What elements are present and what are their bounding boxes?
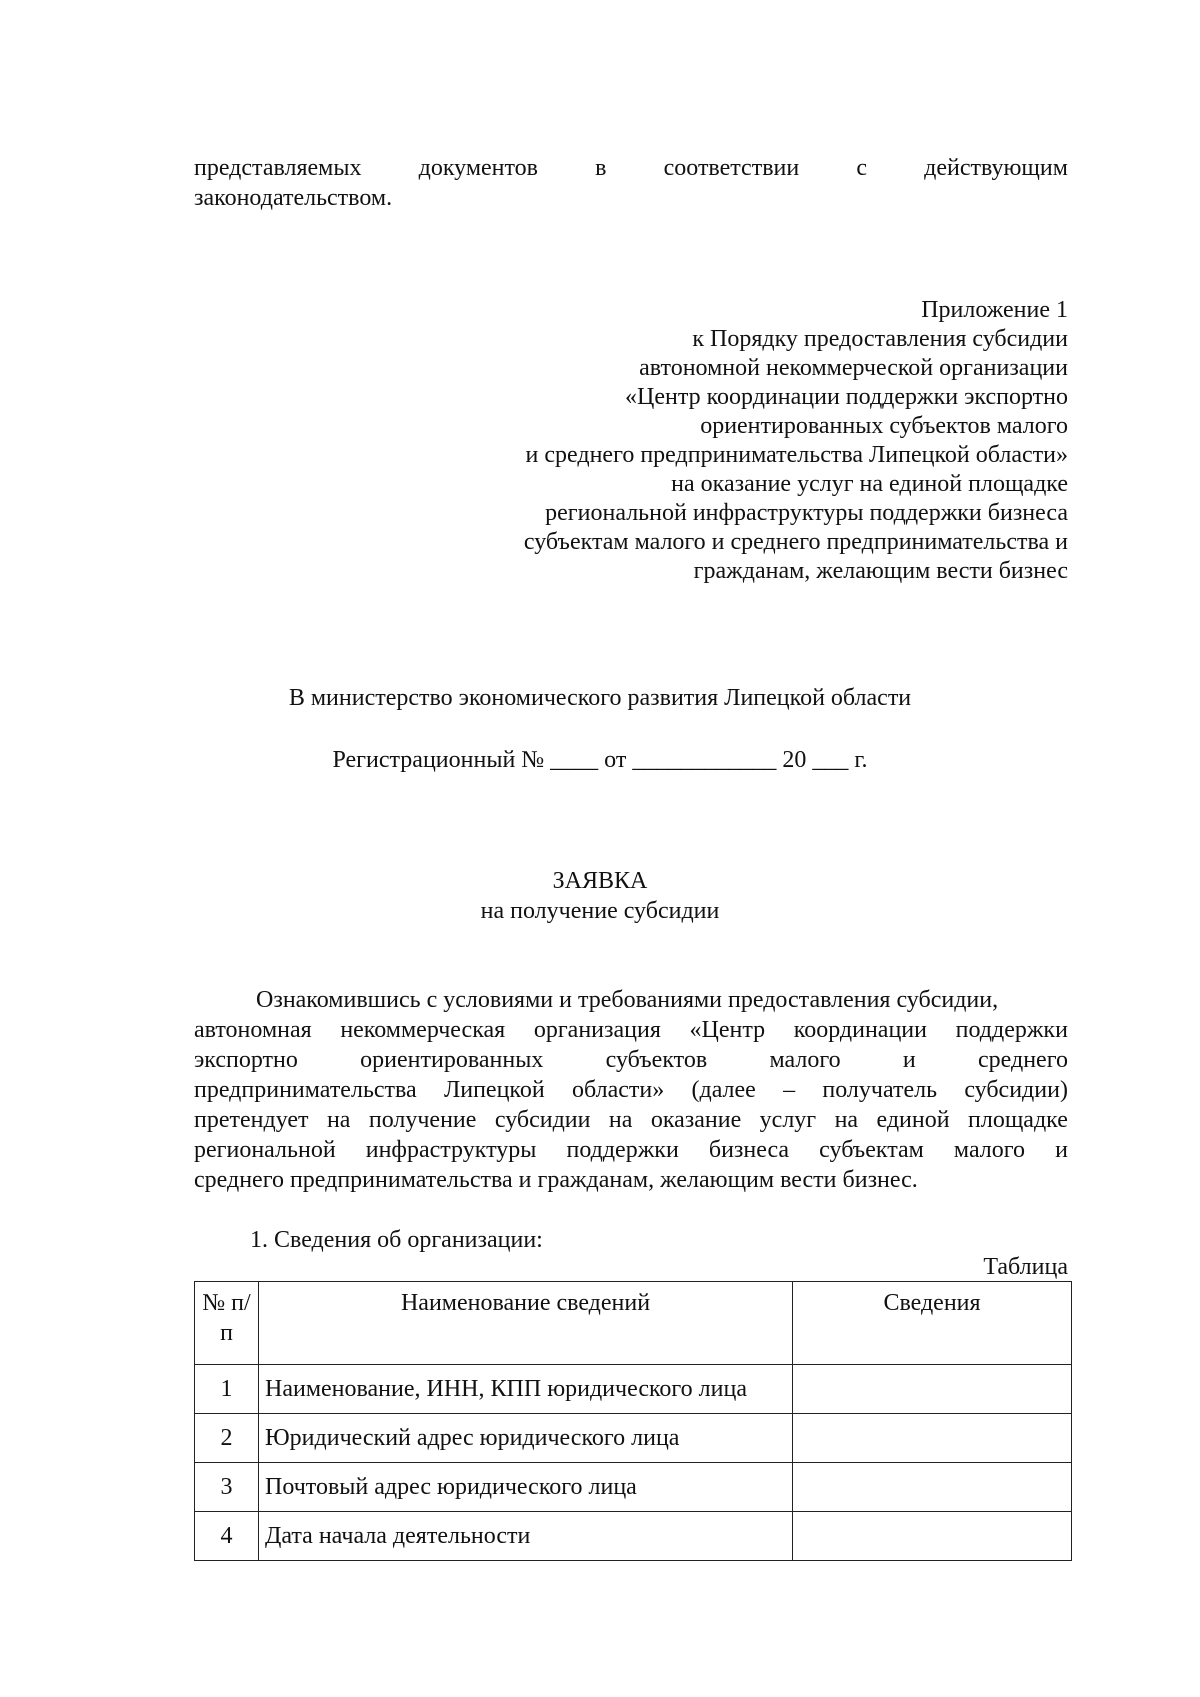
- row-value-cell[interactable]: [793, 1365, 1072, 1414]
- body-line-4: [194, 1075, 1068, 1105]
- body-word: на: [834, 1107, 859, 1133]
- appendix-line: к Порядку предоставления субсидии: [692, 326, 1068, 352]
- body-word: субсидии): [964, 1077, 1068, 1103]
- appendix-line: «Центр координации поддержки экспортно: [624, 384, 1068, 410]
- body-word: инфраструктуры: [365, 1137, 537, 1163]
- row-number: 4: [195, 1512, 259, 1561]
- intro-word: действующим: [924, 155, 1068, 181]
- table-caption: Таблица: [983, 1254, 1068, 1280]
- body-word: и: [1055, 1137, 1068, 1163]
- header-name: Наименование сведений: [259, 1282, 793, 1365]
- row-name: Дата начала деятельности: [259, 1512, 793, 1561]
- body-word: получение: [368, 1107, 477, 1133]
- body-line-1: [256, 985, 1068, 1015]
- body-line-2: [194, 1015, 1068, 1045]
- body-word: некоммерческая: [340, 1017, 506, 1043]
- body-word: ориентированных: [360, 1047, 544, 1073]
- body-word: единой: [876, 1107, 950, 1133]
- table-row: [195, 1365, 1072, 1414]
- row-number: 2: [195, 1414, 259, 1463]
- intro-word: документов: [418, 155, 539, 181]
- row-value-cell[interactable]: [793, 1414, 1072, 1463]
- appendix-line: и среднего предпринимательства Липецкой области»: [525, 442, 1068, 468]
- header-value: Сведения: [793, 1282, 1072, 1365]
- appendix-line: субъектам малого и среднего предпринимательства и: [523, 529, 1068, 555]
- body-word: оказание: [650, 1107, 742, 1133]
- body-word: (далее: [691, 1077, 756, 1103]
- body-line-7: [194, 1165, 1068, 1195]
- body-word: площадке: [968, 1107, 1068, 1133]
- table-header-row: [195, 1282, 1072, 1365]
- body-word: экспортно: [194, 1047, 298, 1073]
- body-word: Липецкой: [443, 1077, 545, 1103]
- body-word: на: [608, 1107, 633, 1133]
- body-word: автономная: [194, 1017, 312, 1043]
- appendix-line: региональной инфраструктуры поддержки бизнеса: [545, 500, 1068, 526]
- row-value-cell[interactable]: [793, 1463, 1072, 1512]
- body-word: поддержки: [566, 1137, 679, 1163]
- body-word: предпринимательства: [194, 1077, 417, 1103]
- body-word: области»: [571, 1077, 665, 1103]
- row-name: Наименование, ИНН, КПП юридического лица: [259, 1365, 793, 1414]
- body-word: получатель: [822, 1077, 938, 1103]
- row-name: Юридический адрес юридического лица: [259, 1414, 793, 1463]
- body-word: «Центр: [689, 1017, 766, 1043]
- body-word: –: [783, 1077, 796, 1103]
- header-number: № п/п: [195, 1282, 259, 1365]
- organization-info-table: [194, 1281, 1072, 1561]
- intro-line-1: [194, 153, 1068, 183]
- body-text: Ознакомившись с условиями и требованиями предоставления субсидии,: [256, 987, 999, 1013]
- body-word: организация: [533, 1017, 661, 1043]
- row-number: 1: [195, 1365, 259, 1414]
- table-row: [195, 1463, 1072, 1512]
- intro-word: представляемых: [194, 155, 362, 181]
- appendix-line: ориентированных субъектов малого: [700, 413, 1068, 439]
- body-word: на: [326, 1107, 351, 1133]
- body-word: субсидии: [494, 1107, 591, 1133]
- body-word: субъектам: [819, 1137, 924, 1163]
- body-word: среднего: [978, 1047, 1068, 1073]
- section-1-heading: 1. Сведения об организации:: [250, 1227, 543, 1253]
- intro-line-2: законодательством.: [194, 185, 393, 211]
- body-word: координации: [793, 1017, 927, 1043]
- body-line-6: [194, 1135, 1068, 1165]
- row-value-cell[interactable]: [793, 1512, 1072, 1561]
- body-word: и: [902, 1047, 916, 1073]
- body-word: малого: [953, 1137, 1026, 1163]
- body-word: поддержки: [955, 1017, 1068, 1043]
- appendix-line: гражданам, желающим вести бизнес: [693, 558, 1068, 584]
- body-word: претендует: [194, 1107, 309, 1133]
- body-text: среднего предпринимательства и гражданам, желающим вести бизнес.: [194, 1167, 918, 1193]
- appendix-header: [448, 296, 1068, 586]
- body-word: услуг: [759, 1107, 817, 1133]
- body-line-3: [194, 1045, 1068, 1075]
- addressee: В министерство экономического развития Липецкой области: [288, 685, 912, 711]
- body-word: региональной: [194, 1137, 336, 1163]
- intro-word: соответствии: [663, 155, 800, 181]
- row-name: Почтовый адрес юридического лица: [259, 1463, 793, 1512]
- document-subtitle: на получение субсидии: [480, 898, 720, 924]
- appendix-line: автономной некоммерческой организации: [639, 355, 1068, 381]
- body-word: малого: [769, 1047, 841, 1073]
- body-word: субъектов: [605, 1047, 708, 1073]
- table-row: [195, 1414, 1072, 1463]
- registration-line: Регистрационный № ____ от ____________ 20 ___ г.: [332, 747, 868, 773]
- intro-word: с: [856, 155, 867, 181]
- appendix-line: Приложение 1: [921, 297, 1068, 323]
- intro-word: в: [595, 155, 607, 181]
- row-number: 3: [195, 1463, 259, 1512]
- document-title: ЗАЯВКА: [552, 868, 648, 894]
- table-row: [195, 1512, 1072, 1561]
- body-word: бизнеса: [708, 1137, 790, 1163]
- body-line-5: [194, 1105, 1068, 1135]
- appendix-line: на оказание услуг на единой площадке: [671, 471, 1068, 497]
